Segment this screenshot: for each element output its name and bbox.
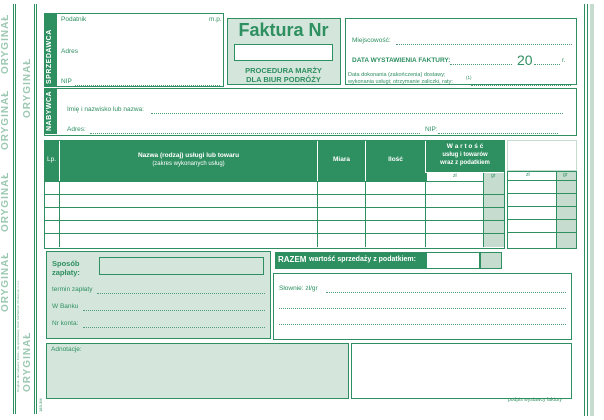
delivery-date-footnote: (1) (466, 75, 472, 80)
header-zl (426, 173, 482, 181)
buyer-section-label: NABYWCA (46, 90, 53, 131)
bank-label: W Banku (52, 303, 79, 310)
right-edge-line (587, 4, 588, 416)
payment-method-field[interactable] (99, 257, 264, 275)
header-miara (318, 141, 365, 181)
nip-label: NIP (61, 78, 72, 85)
watermark-original: ORYGINAŁ (0, 13, 11, 74)
nip-field[interactable] (75, 85, 220, 86)
buyer-name-label: Imię i nazwisko lub nazwa: (67, 106, 144, 113)
watermark-original: ORYGINAŁ (22, 57, 33, 118)
secondary-zl-text: zł (526, 172, 530, 178)
delivery-date-field[interactable] (471, 85, 571, 86)
seller-label-strip (45, 14, 57, 86)
issue-date-label: DATA WYSTAWIENIA FAKTURY: (352, 57, 451, 64)
items-table (44, 140, 505, 249)
header-wartosc-text: W a r t o ś ć (446, 143, 484, 150)
buyer-address-field[interactable] (90, 133, 420, 134)
termin-label: termin zapłaty (52, 286, 93, 293)
table-row[interactable] (60, 195, 425, 207)
year-suffix: r. (562, 57, 566, 64)
header-lp-text: Lp. (47, 156, 57, 163)
konto-field[interactable] (83, 327, 265, 328)
table-row[interactable] (60, 221, 425, 233)
issue-date-field[interactable] (450, 64, 512, 65)
slownie-label: Słownie: zł/gr (279, 285, 318, 292)
gr-column (483, 181, 504, 247)
amount-in-words-section (273, 273, 572, 340)
procedure-title-line1: PROCEDURA MARŻY (245, 66, 322, 75)
procedure-title-line2: DLA BIUR PODRÓŻY (246, 75, 321, 84)
right-edge-line (584, 4, 585, 416)
signature-label: podpis wystawcy faktury (508, 397, 562, 403)
seller-section-label: SPRZEDAWCA (46, 29, 53, 84)
header-zl-text: zł (453, 173, 457, 179)
total-gr-field[interactable] (480, 252, 502, 269)
secondary-value-columns (507, 140, 577, 249)
header-name-subtext: (zakres wykonanych usług) (152, 161, 225, 167)
podatnik-label: Podatnik (61, 16, 87, 23)
payment-section (46, 251, 271, 339)
header-wartosc (426, 141, 504, 172)
buyer-label-strip (45, 89, 57, 134)
konto-label: Nr konta: (52, 320, 79, 327)
header-ilosc (366, 141, 425, 181)
signature-section[interactable] (351, 343, 572, 399)
slownie-field-2[interactable] (279, 308, 566, 309)
form-code: 183-3M (38, 398, 43, 412)
invoice-number-field[interactable] (234, 44, 333, 61)
header-name-text: Nazwa (rodzaj) usługi lub towaru (137, 152, 240, 159)
secondary-gr-column (556, 172, 576, 248)
invoice-title: Faktura Nr (238, 20, 329, 40)
delivery-date-label-2: wykonania usługi; otrzymanie zaliczki, raty: (348, 79, 453, 85)
adres-label: Adres (61, 48, 78, 55)
header-lp (45, 141, 59, 181)
slownie-field-1[interactable] (326, 292, 566, 293)
adnotacje-label: Adnotacje: (51, 346, 82, 353)
bank-field[interactable] (83, 310, 265, 311)
slownie-field-3[interactable] (279, 324, 566, 325)
left-margin-strip (0, 0, 43, 420)
table-row[interactable] (60, 182, 425, 194)
header-gr-text: gr (491, 173, 496, 179)
payment-title-2: zapłaty: (52, 268, 80, 277)
header-miara-text: Miara (333, 156, 350, 163)
small-print: Oryginał - dla nabywcy. Kopia - dla sprzedawcy. Druk: Michalczyk i Prokop sp. z o.o. (16, 280, 20, 392)
header-wartosc-subtext: usług i towarów (442, 152, 488, 158)
miejscowosc-field[interactable] (396, 44, 572, 45)
delivery-date-label-1: Data dokonania (zakończenia) dostawy; (348, 72, 446, 78)
title-section (227, 18, 341, 85)
miejscowosc-label: Miejscowość: (352, 37, 391, 44)
termin-field[interactable] (97, 293, 265, 294)
place-date-section (345, 18, 577, 85)
watermark-original: ORYGINAŁ (22, 331, 33, 392)
total-label-rest: wartość sprzedaży z podatkiem: (309, 256, 416, 263)
total-zl-field[interactable] (426, 252, 480, 269)
total-bar (275, 252, 426, 269)
watermark-original: ORYGINAŁ (0, 171, 11, 232)
header-wartosc-subtext2: wraz z podatkiem (440, 160, 490, 166)
buyer-nip-field[interactable] (438, 133, 558, 134)
seller-section (44, 13, 224, 87)
watermark-original: ORYGINAŁ (0, 89, 11, 150)
secondary-gr-text: gr (563, 172, 568, 178)
total-label-bold: RAZEM (278, 255, 307, 264)
header-ilosc-text: Ilość (388, 156, 403, 163)
buyer-section (44, 88, 577, 136)
header-name (60, 141, 317, 181)
payment-title-1: Sposób (52, 259, 80, 268)
table-row[interactable] (60, 208, 425, 220)
buyer-nip-label: NIP: (425, 126, 438, 133)
right-edge-band (590, 4, 594, 416)
header-gr (483, 173, 504, 181)
watermark-original: ORYGINAŁ (0, 251, 11, 312)
buyer-name-field[interactable] (151, 113, 563, 114)
annotations-section[interactable] (46, 343, 349, 399)
table-row[interactable] (60, 234, 425, 246)
year-field[interactable] (534, 64, 560, 65)
year-prefix: 20 (517, 52, 533, 68)
mp-label: m.p. (209, 16, 222, 23)
buyer-address-label: Adres: (67, 126, 86, 133)
